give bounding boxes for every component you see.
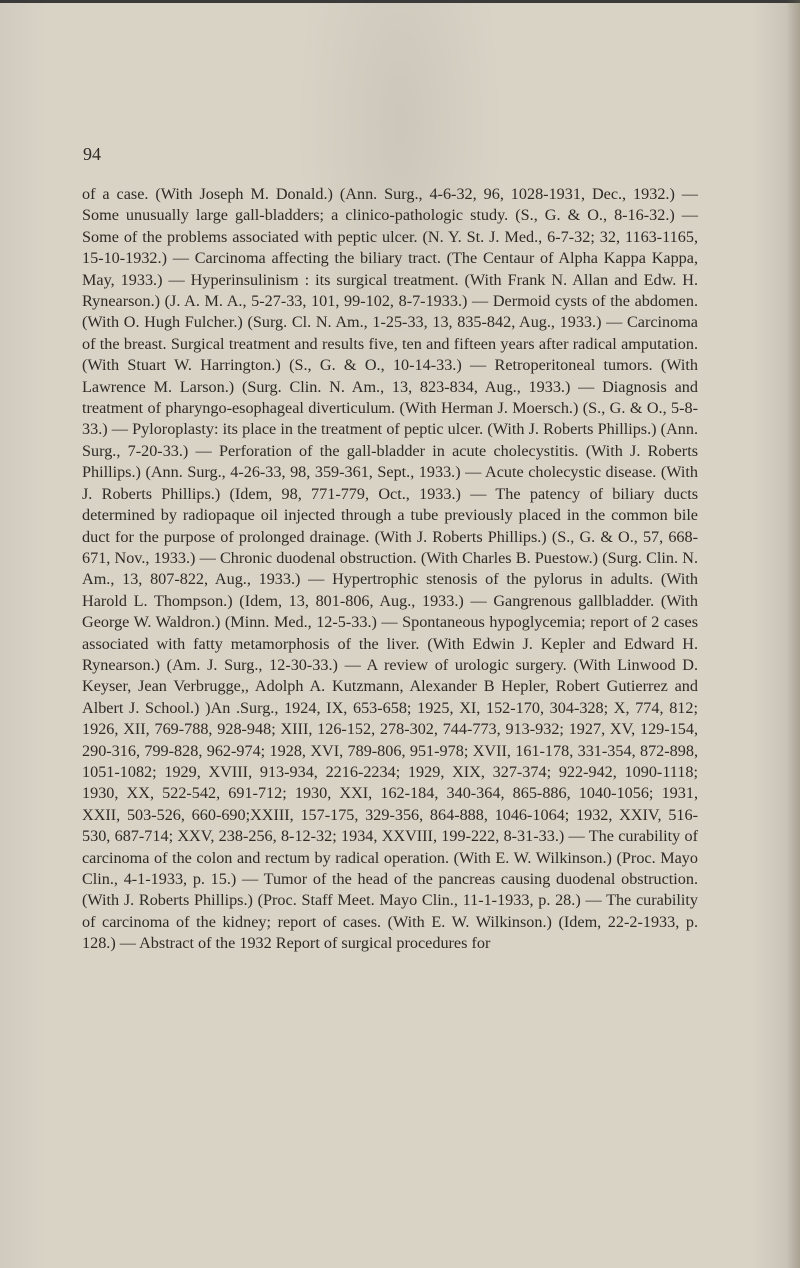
bibliography-text <box>82 184 698 955</box>
page-number: 94 <box>83 144 101 164</box>
page-edge-shadow <box>786 0 800 1268</box>
top-border <box>0 0 800 3</box>
bibliography-paragraph: of a case. (With Joseph M. Donald.) (Ann. Surg., 4-6-32, 96, 1028-1931, Dec., 1932.) — Some unusually large gall-bladders; a clinico-pathologic study. (S., G. & O., 8-16-32.) — Some of the problems associated with peptic ulcer. (N. Y. St. J. Med., 6-7-32; 32, 1163-1165, 15-10-1932.) — Carcinoma affecting the biliary tract. (The Centaur of Alpha Kappa Kappa, May, 1933.) — Hyperinsulinism : its surgical treatment. (With Frank N. Allan and Edw. H. Rynearson.) (J. A. M. A., 5-27-33, 101, 99-102, 8-7-1933.) — Dermoid cysts of the abdomen. (With O. Hugh Fulcher.) (Surg. Cl. N. Am., 1-25-33, 13, 835-842, Aug., 1933.) — Carcinoma of the breast. Surgical treatment and results five, ten and fifteen years after radical amputation. (With Stuart W. Harrington.) (S., G. & O., 10-14-33.) — Retroperitoneal tumors. (With Lawrence M. Larson.) (Surg. Clin. N. Am., 13, 823-834, Aug., 1933.) — Diagnosis and treatment of pharyngo-esophageal diverticulum. (With Herman J. Moersch.) (S., G. & O., 5-8-33.) — Pyloroplasty: its place in the treatment of peptic ulcer. (With J. Roberts Phillips.) (Ann. Surg., 7-20-33.) — Perforation of the gall-bladder in acute cholecystitis. (With J. Roberts Phillips.) (Ann. Surg., 4-26-33, 98, 359-361, Sept., 1933.) — Acute cholecystic disease. (With J. Roberts Phillips.) (Idem, 98, 771-779, Oct., 1933.) — The patency of biliary ducts determined by radiopaque oil injected through a tube previously placed in the common bile duct for the purpose of prolonged drainage. (With J. Roberts Phillips.) (S., G. & O., 57, 668-671, Nov., 1933.) — Chronic duodenal obstruction. (With Charles B. Puestow.) (Surg. Clin. N. Am., 13, 807-822, Aug., 1933.) — Hypertrophic stenosis of the pylorus in adults. (With Harold L. Thompson.) (Idem, 13, 801-806, Aug., 1933.) — Gangrenous gallbladder. (With George W. Waldron.) (Minn. Med., 12-5-33.) — Spontaneous hypoglycemia; report of 2 cases associated with fatty metamorphosis of the liver. (With Edwin J. Kepler and Edward H. Rynearson.) (Am. J. Surg., 12-30-33.) — A review of urologic surgery. (With Linwood D. Keyser, Jean Verbrugge,, Adolph A. Kutzmann, Alexander B Hepler, Robert Gutierrez and Albert J. School.) )An .Surg., 1924, IX, 653-658; 1925, XI, 152-170, 304-328; X, 774, 812; 1926, XII, 769-788, 928-948; XIII, 126-152, 278-302, 744-773, 913-932; 1927, XV, 129-154, 290-316, 799-828, 962-974; 1928, XVI, 789-806, 951-978; XVII, 161-178, 331-354, 872-898, 1051-1082; 1929, XVIII, 913-934, 2216-2234; 1929, XIX, 327-374; 922-942, 1090-1118; 1930, XX, 522-542, 691-712; 1930, XXI, 162-184, 340-364, 865-886, 1040-1056; 1931, XXII, 503-526, 660-690;XXIII, 157-175, 329-356, 864-888, 1046-1064; 1932, XXIV, 516-530, 687-714; XXV, 238-256, 8-12-32; 1934, XXVIII, 199-222, 8-31-33.) — The curability of carcinoma of the colon and rectum by radical operation. (With E. W. Wilkinson.) (Proc. Mayo Clin., 4-1-1933, p. 15.) — Tumor of the head of the pancreas causing duodenal obstruction. (With J. Roberts Phillips.) (Proc. Staff Meet. Mayo Clin., 11-1-1933, p. 28.) — The curability of carcinoma of the kidney; report of cases. (With E. W. Wilkinson.) (Idem, 22-2-1933, p. 128.) — Abstract of the 1932 Report of surgical procedures for <box>82 185 698 953</box>
